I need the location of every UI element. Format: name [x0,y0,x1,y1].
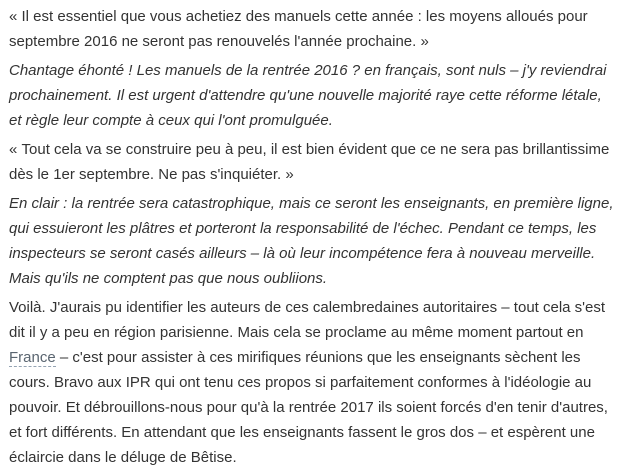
commentary-paragraph-2: En clair : la rentrée sera catastrophique, mais ce seront les enseignants, en première ligne, qui essuieront les plâtres et porteront la responsabilité de l'échec. Pendant ce temps, les inspecteurs se seront casés ailleurs – là où leur incompétence fera à nouveau merveille. Mais qu'ils ne comptent pas que nous oubliions. [9,195,614,287]
closing-paragraph-text-after-link: – c'est pour assister à ces mirifiques réunions que les enseignants sèchent les cours. Bravo aux IPR qui ont tenu ces propos si parfaitement conformes à l'idéologie au pouvoir. Et débrouillons-nous pour qu'à la rentrée 2017 ils soient forcés d'en tenir d'autres, et fort différents. En attendant que les enseignants fassent le gros dos – et espèrent une éclaircie dans le déluge de Bêtise. [9,349,608,466]
closing-paragraph-text-before-link: Voilà. J'aurais pu identifier les auteurs de ces calembredaines autoritaires – tout cela s'est dit il y a peu en région parisienne. Mais cela se proclame au même moment partout en [9,299,606,341]
quote-paragraph-2: « Tout cela va se construire peu à peu, il est bien évident que ce ne sera pas brillantissime dès le 1er septembre. Ne pas s'inquiéter. » [9,141,610,183]
closing-paragraph [9,295,617,470]
quote-paragraph-1: « Il est essentiel que vous achetiez des manuels cette année : les moyens alloués pour septembre 2016 ne seront pas renouvelés l'année prochaine. » [9,8,588,50]
france-link[interactable]: France [9,349,56,366]
commentary-paragraph-1: Chantage éhonté ! Les manuels de la rentrée 2016 ? en français, sont nuls – j'y reviendrai prochainement. Il est urgent d'attendre qu'une nouvelle majorité raye cette réforme létale, et règle leur compte à ceux qui l'ont promulguée. [9,62,607,129]
